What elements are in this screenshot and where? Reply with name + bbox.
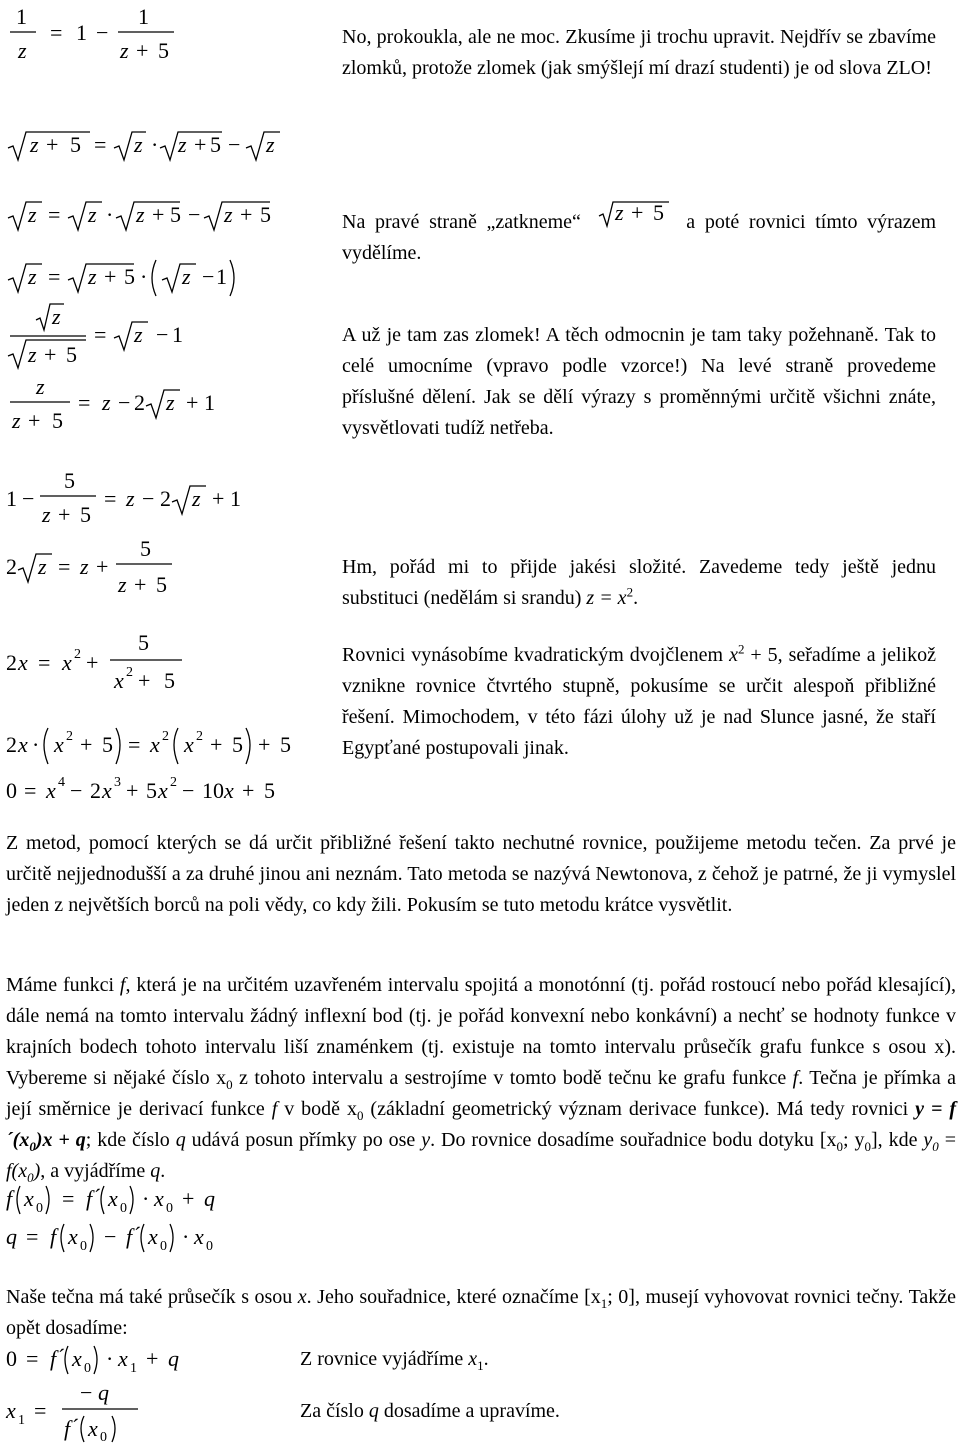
equation-14 [6,1342,246,1382]
equation-5 [6,300,246,376]
svg-text:5: 5 [52,408,63,433]
svg-text:f: f [86,1186,93,1211]
svg-text:x: x [114,668,124,693]
svg-text:x: x [24,1186,34,1211]
svg-text:z: z [178,132,187,157]
svg-text:f: f [64,1416,71,1441]
svg-text:5: 5 [124,264,135,289]
svg-text:=: = [38,650,51,675]
equation-7 [6,468,266,538]
svg-text:1: 1 [76,20,87,45]
svg-text:z: z [30,132,39,157]
svg-text:0: 0 [80,1239,87,1254]
svg-text:+: + [152,202,165,227]
svg-text:−: − [118,390,131,415]
svg-text:z: z [36,374,45,399]
equation-1 [6,4,186,78]
svg-text:+: + [96,554,109,579]
inline-sqrt-z-plus-5 [597,200,671,228]
svg-text:+: + [212,486,225,511]
svg-text:5: 5 [232,732,243,757]
svg-text:z: z [266,132,275,157]
svg-text:−: − [156,322,169,347]
svg-text:2: 2 [6,732,17,757]
svg-text:=: = [58,554,71,579]
svg-text:q: q [168,1346,179,1371]
svg-text:5: 5 [260,202,271,227]
svg-text:z: z [192,486,201,511]
svg-text:·: · [151,132,159,157]
svg-text:1: 1 [230,486,241,511]
svg-text:0: 0 [206,1239,213,1254]
svg-text:z: z [166,390,175,415]
svg-text:·: · [106,202,114,227]
svg-text:4: 4 [58,775,65,790]
svg-text:5: 5 [158,38,169,63]
svg-text:+: + [136,38,149,63]
svg-text:z: z [28,342,37,367]
svg-text:2: 2 [90,778,101,803]
svg-text:2: 2 [196,729,203,744]
svg-text:5: 5 [280,732,291,757]
svg-text:1: 1 [204,390,215,415]
equation-12 [6,1182,266,1222]
svg-text:z: z [120,38,129,63]
svg-text:z: z [126,486,135,511]
note-substitute-q: Za číslo q dosadíme a upravíme. [300,1400,560,1422]
svg-text:x: x [148,1224,158,1249]
svg-text:x: x [224,778,234,803]
equation-6 [6,374,246,444]
equation-8 [6,536,206,610]
svg-text:·: · [106,1346,114,1371]
svg-text:x: x [18,650,28,675]
svg-text:−: − [182,778,195,803]
svg-text:5: 5 [70,132,81,157]
svg-text:q: q [204,1186,215,1211]
svg-text:z: z [28,264,37,289]
svg-text:·: · [142,1186,150,1211]
svg-text:z: z [136,202,145,227]
svg-text:−: − [70,778,83,803]
svg-text:z: z [182,264,191,289]
svg-text:=: = [50,20,63,45]
svg-text:5: 5 [102,732,113,757]
svg-text:−: − [228,132,241,157]
svg-text:z: z [118,572,127,597]
paragraph-tangent-explained: Máme funkci f, která je na určitém uzavřeném intervalu spojitá a monotónní (tj. pořád rostoucí nebo pořád klesající), dále nemá na tomto intervalu žádný inflexní bod (tj. je pořád konvexní nebo konkávní) a nechť se hodnoty funkce v krajních bodech tohoto intervalu liší znaménkem (tj. existuje na tomto intervalu průsečík grafu funkce s osou x). Vybereme si nějaké číslo $x_0$ z tohoto intervalu a sestrojíme v tomto bodě tečnu ke grafu funkce f. Tečna je přímka a její směrnice je derivací funkce f v bodě $x_0$ (základní geometrický význam derivace funkce). Má tedy rovnici $y = f´(x_0)x + q$; kde číslo q udává posun přímky po ose y. Do rovnice dosadíme souřadnice bodu dotyku [$x_0$; $y_0$], kde $y_0 = f(x_0)$, a vyjádříme q. [6,974,956,1185]
svg-text:1: 1 [130,1361,137,1376]
svg-text:2: 2 [74,647,81,662]
svg-text:´: ´ [58,1344,66,1369]
svg-text:z: z [52,304,61,329]
svg-text:+: + [210,732,223,757]
svg-text:f: f [6,1186,13,1211]
svg-text:=: = [104,486,117,511]
svg-text:x: x [46,778,56,803]
svg-text:x: x [72,1346,82,1371]
svg-text:−: − [202,264,215,289]
svg-text:0: 0 [160,1239,167,1254]
svg-text:x: x [108,1186,118,1211]
svg-text:·: · [140,264,148,289]
svg-text:5: 5 [652,200,664,225]
svg-text:0: 0 [84,1361,91,1376]
svg-text:+: + [194,132,207,157]
svg-text:−: − [22,486,35,511]
svg-text:z: z [224,202,233,227]
paragraph-substitute: Na pravé straně „zatkneme“ z + 5 a poté rovnici tímto výrazem vydělíme. [342,200,937,264]
svg-text:5: 5 [138,630,149,655]
svg-text:0: 0 [100,1430,107,1445]
svg-text:2: 2 [6,650,17,675]
svg-text:5: 5 [64,468,75,493]
svg-text:=: = [48,264,61,289]
svg-text:−: − [96,20,109,45]
svg-text:+: + [58,502,71,527]
svg-text:z: z [80,554,89,579]
svg-text:x: x [158,778,168,803]
svg-text:·: · [182,1224,190,1249]
svg-text:´: ´ [94,1184,102,1209]
svg-text:2: 2 [134,390,145,415]
equation-4 [6,256,246,304]
svg-text:z: z [38,554,47,579]
svg-text:x: x [184,732,194,757]
svg-text:5: 5 [264,778,275,803]
svg-text:´: ´ [72,1414,80,1439]
svg-text:·: · [32,732,40,757]
svg-text:z: z [614,200,624,225]
paragraph-intro: No, prokoukla, ale ne moc. Zkusíme ji trochu upravit. Nejdřív se zbavíme zlomků, protože zlomek (jak smýšlejí mí drazí studenti) je od slova ZLO! [342,26,936,79]
svg-text:+: + [146,1346,159,1371]
svg-text:+: + [186,390,199,415]
paragraph-substitution-x: Hm, pořád mi to přijde jakési složité. Zavedeme tedy ještě jednu substituci (nedělám si srandu) $z = x^2$. [342,556,936,609]
svg-text:=: = [94,132,107,157]
svg-text:2: 2 [6,554,17,579]
svg-text:5: 5 [156,572,167,597]
svg-text:x: x [102,778,112,803]
svg-text:z: z [134,132,143,157]
svg-text:2: 2 [162,729,169,744]
svg-text:=: = [24,778,37,803]
svg-text:z: z [28,202,37,227]
svg-text:+: + [80,732,93,757]
paragraph-newton-method: Z metod, pomocí kterých se dá určit přibližné řešení takto nechutné rovnice, použijeme metodu tečen. Za prvé je určitě nejjednodušší a za druhé jinou ani neznám. Tato metoda se nazývá Newtonova, z čehož je patrné, že ji vymyslel jeden z největších borců na poli vědy, co kdy žili. Pokusím se tuto metodu krátce vysvětlit. [6,832,956,916]
svg-text:=: = [62,1186,75,1211]
svg-text:1: 1 [138,4,149,29]
svg-text:0: 0 [120,1201,127,1216]
svg-text:+: + [138,668,151,693]
svg-text:q: q [6,1224,17,1249]
svg-text:z: z [134,322,143,347]
svg-text:1: 1 [18,1413,25,1428]
svg-text:0: 0 [36,1201,43,1216]
svg-text:x: x [194,1224,204,1249]
equation-10 [6,720,306,774]
svg-text:−: − [104,1224,117,1249]
equation-3 [6,196,306,240]
paragraph-intersection: Naše tečna má také průsečík s osou x. Jeho souřadnice, které označíme [$x_1$; 0], musejí vyhovovat rovnici tečny. Takže opět dosadíme: [6,1286,957,1339]
svg-text:=: = [94,322,107,347]
svg-text:´: ´ [134,1222,142,1247]
equation-9 [6,632,206,706]
svg-text:f: f [50,1346,57,1371]
svg-text:=: = [128,732,141,757]
svg-text:−: − [142,486,155,511]
svg-text:x: x [6,1398,16,1423]
svg-text:+: + [86,650,99,675]
svg-text:10: 10 [202,778,224,803]
note-express-x1: Z rovnice vyjádříme $x_1$. [300,1348,489,1373]
svg-text:=: = [78,390,91,415]
svg-text:+: + [46,132,59,157]
svg-text:x: x [154,1186,164,1211]
svg-text:x: x [88,1416,98,1441]
svg-text:3: 3 [114,775,121,790]
svg-text:=: = [34,1398,47,1423]
svg-text:x: x [18,732,28,757]
svg-text:1: 1 [172,322,183,347]
svg-text:z: z [12,408,21,433]
svg-text:q: q [98,1380,109,1405]
svg-text:5: 5 [210,132,221,157]
svg-text:+: + [182,1186,195,1211]
svg-text:1: 1 [6,486,17,511]
svg-text:2: 2 [126,665,133,680]
paragraph-multiply: Rovnici vynásobíme kvadratickým dvojčlenem $x^2 + 5$, seřadíme a jelikož vznikne rovnice čtvrtého stupně, pokusíme se určit alespoň přibližné řešení. Mimochodem, v této fázi úlohy už je nad Slunce jasné, že staří Egypťané postupovali jinak. [342,641,936,759]
svg-text:5: 5 [140,536,151,561]
svg-text:1: 1 [16,4,27,29]
svg-text:+: + [258,732,271,757]
equation-11 [6,770,306,814]
svg-text:f: f [50,1224,57,1249]
svg-text:+: + [126,778,139,803]
svg-text:x: x [150,732,160,757]
svg-text:+: + [44,342,57,367]
svg-text:0: 0 [166,1201,173,1216]
svg-text:+: + [242,778,255,803]
svg-text:x: x [68,1224,78,1249]
svg-text:z: z [88,202,97,227]
svg-text:0: 0 [6,778,17,803]
svg-text:5: 5 [170,202,181,227]
svg-text:5: 5 [66,342,77,367]
svg-text:5: 5 [146,778,157,803]
svg-text:2: 2 [160,486,171,511]
svg-text:+: + [240,202,253,227]
svg-text:x: x [62,650,72,675]
svg-text:x: x [118,1346,128,1371]
svg-text:2: 2 [170,775,177,790]
svg-text:f: f [126,1224,133,1249]
svg-text:−: − [188,202,201,227]
equation-13 [6,1220,286,1260]
svg-text:=: = [26,1346,39,1371]
svg-text:z: z [18,38,27,63]
equation-2 [6,126,306,170]
svg-text:+: + [104,264,117,289]
svg-text:x: x [54,732,64,757]
svg-text:+: + [28,408,41,433]
svg-text:0: 0 [6,1346,17,1371]
svg-text:z: z [42,502,51,527]
svg-text:z: z [102,390,111,415]
svg-text:+: + [630,200,643,225]
svg-text:=: = [26,1224,39,1249]
svg-text:z: z [88,264,97,289]
svg-text:−: − [80,1380,93,1405]
svg-text:=: = [48,202,61,227]
svg-text:+: + [134,572,147,597]
svg-text:5: 5 [80,502,91,527]
svg-text:5: 5 [164,668,175,693]
svg-text:1: 1 [216,264,227,289]
equation-15 [6,1378,166,1448]
svg-text:2: 2 [66,729,73,744]
paragraph-square: A už je tam zas zlomek! A těch odmocnin je tam taky požehnaně. Tak to celé umocníme (vpravo podle vzorce!) Na levé straně provedeme příslušné dělení. Jak se dělí výrazy s proměnnými určitě všichni znáte, vysvětlovati tudíž netřeba. [342,324,936,439]
